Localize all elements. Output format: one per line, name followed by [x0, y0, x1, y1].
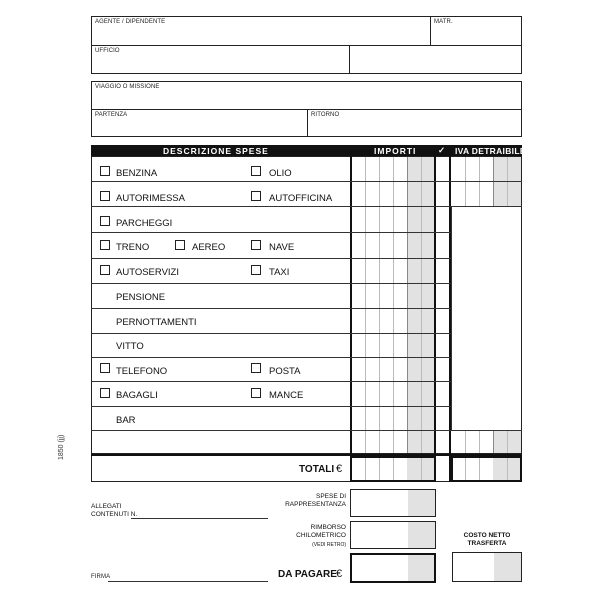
item-mance: MANCE [269, 390, 304, 401]
departure-label: PARTENZA [95, 112, 128, 118]
vat-col-7 [493, 430, 494, 453]
agent-label: AGENTE / DIPENDENTE [95, 19, 166, 25]
vat-col-5 [465, 430, 466, 453]
item-telefono: TELEFONO [116, 366, 168, 377]
totals-vat-col-2 [479, 458, 480, 480]
checkbox-autofficina[interactable] [251, 191, 261, 201]
return-label: RITORNO [311, 112, 340, 118]
checkbox-taxi[interactable] [251, 265, 261, 275]
totals-euro: € [336, 463, 343, 475]
checkbox-autorimessa[interactable] [100, 191, 110, 201]
totals-vat-col-4 [507, 458, 508, 480]
desc-header: DESCRIZIONE SPESE [163, 146, 269, 156]
checkbox-olio[interactable] [251, 166, 261, 176]
totals-col-5 [421, 458, 422, 480]
amounts-divider [434, 145, 436, 454]
item-benzina: BENZINA [116, 168, 158, 179]
totals-col-3 [393, 458, 394, 480]
trip-label: VIAGGIO O MISSIONE [95, 84, 160, 90]
office-field-extra[interactable] [349, 45, 522, 74]
row-line-11 [91, 430, 522, 431]
item-pernottamenti: PERNOTTAMENTI [116, 317, 197, 328]
vat-blank-area [452, 206, 521, 430]
matr-label: MATR. [434, 19, 453, 25]
item-vitto: VITTO [116, 341, 144, 352]
totals-label: TOTALI [299, 464, 335, 475]
vat-header: IVA DETRAIBILE [455, 146, 526, 156]
representation-shade [408, 490, 435, 516]
desc-divider [350, 145, 352, 454]
item-autoservizi: AUTOSERVIZI [116, 267, 179, 278]
net-cost-label: COSTO NETTO TRASFERTA [463, 532, 511, 547]
row-line-9 [91, 381, 451, 382]
amount-col-3 [393, 157, 394, 453]
row-line-1b [451, 181, 522, 182]
item-parcheggi: PARCHEGGI [116, 218, 173, 229]
item-bagagli: BAGAGLI [116, 390, 158, 401]
item-bar: BAR [116, 415, 136, 426]
mileage-note: (VEDI RETRO) [312, 542, 346, 548]
to-pay-label: DA PAGARE [278, 569, 337, 580]
representation-label: SPESE DI RAPPRESENTANZA [285, 493, 346, 508]
checkbox-bagagli[interactable] [100, 388, 110, 398]
mileage-label: RIMBORSO CHILOMETRICO [296, 524, 346, 539]
checkbox-autoservizi[interactable] [100, 265, 110, 275]
totals-col-1 [365, 458, 366, 480]
checkbox-aereo[interactable] [175, 240, 185, 250]
mileage-shade [408, 522, 435, 548]
row-line-6 [91, 308, 451, 309]
item-olio: OLIO [269, 168, 292, 179]
row-line-5 [91, 283, 451, 284]
item-aereo: AEREO [192, 242, 226, 253]
office-label: UFFICIO [95, 48, 120, 54]
item-autofficina: AUTOFFICINA [269, 193, 333, 204]
totals-vat-col-1 [465, 458, 466, 480]
item-nave: NAVE [269, 242, 295, 253]
checkbox-telefono[interactable] [100, 363, 110, 373]
amount-col-5 [421, 157, 422, 453]
item-posta: POSTA [269, 366, 301, 377]
checkbox-nave[interactable] [251, 240, 261, 250]
attachments-label: ALLEGATI CONTENUTI N. [91, 503, 138, 518]
row-line-1 [91, 181, 451, 182]
side-code: 1850 (jj) [58, 434, 65, 460]
vat-col-6 [479, 430, 480, 453]
totals-col-2 [379, 458, 380, 480]
amounts-header: IMPORTI [374, 146, 417, 156]
checkbox-benzina[interactable] [100, 166, 110, 176]
item-taxi: TAXI [269, 267, 290, 278]
office-field[interactable] [91, 45, 350, 74]
net-cost-shade [494, 553, 521, 581]
vat-blank-left [451, 206, 452, 430]
row-line-3 [91, 232, 451, 233]
checkbox-parcheggi[interactable] [100, 216, 110, 226]
signature-line[interactable] [108, 581, 268, 582]
row-line-7 [91, 333, 451, 334]
item-treno: TRENO [116, 242, 150, 253]
row-line-8 [91, 357, 451, 358]
row-line-10 [91, 406, 451, 407]
checkbox-mance[interactable] [251, 388, 261, 398]
item-pensione: PENSIONE [116, 292, 166, 303]
vat-col-8 [507, 430, 508, 453]
checkbox-posta[interactable] [251, 363, 261, 373]
to-pay-shade [408, 555, 434, 581]
row-line-4 [91, 258, 451, 259]
amount-col-4 [407, 157, 408, 453]
attachments-line[interactable] [131, 518, 268, 519]
signature-label: FIRMA [91, 574, 111, 580]
checkbox-treno[interactable] [100, 240, 110, 250]
check-header: ✓ [438, 145, 446, 155]
row-line-2 [91, 206, 522, 207]
to-pay-euro: € [336, 568, 343, 580]
item-autorimessa: AUTORIMESSA [116, 193, 185, 204]
amount-col-2 [379, 157, 380, 453]
amount-col-1 [365, 157, 366, 453]
